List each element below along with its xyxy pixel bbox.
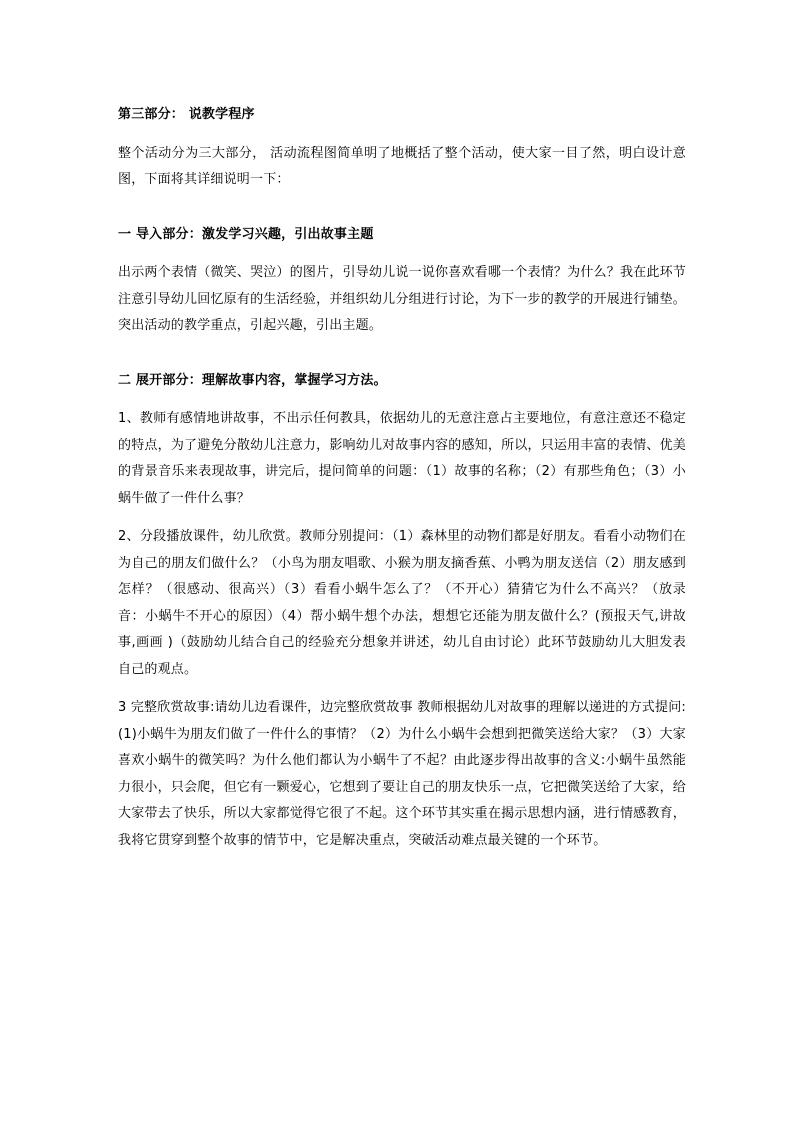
part1-heading: 一 导入部分：激发学习兴趣，引出故事主题 <box>118 226 374 242</box>
intro-paragraph: 整个活动分为三大部分， 活动流程图简单明了地概括了整个活动，使大家一目了然，明白设计意图，下面将其详细说明一下： <box>118 145 686 187</box>
part2-item2: 2、分段播放课件，幼儿欣赏。教师分别提问：（1）森林里的动物们都是好朋友。看看小动物们在为自己的朋友们做什么？（小鸟为朋友唱歌、小猴为朋友摘香蕉、小鸭为朋友送信（2）朋友感到怎样？（很感动、很高兴）（3）看看小蜗牛怎么了？（不开心）猜猜它为什么不高兴？（放录音：小蜗牛不开心的原因）（4）帮小蜗牛想个办法，想想它还能为朋友做什么？(预报天气,讲故事,画画 )（鼓励幼儿结合自己的经验充分想象并讲述，幼儿自由讨论）此环节鼓励幼儿大胆发表自己的观点。 <box>118 529 686 677</box>
spacer <box>118 683 686 695</box>
section-title: 第三部分： 说教学程序 <box>118 107 255 122</box>
part2-item1: 1、教师有感情地讲故事，不出示任何教具，依据幼儿的无意注意占主要地位，有意注意还不稳定的特点，为了避免分散幼儿注意力，影响幼儿对故事内容的感知，所以，只运用丰富的表情、优美的背景音乐来表现故事，讲完后，提问简单的问题：（1）故事的名称；（2）有那些角色；（3）小蜗牛做了一件什么事？ <box>118 411 686 506</box>
spacer <box>118 394 686 406</box>
spacer <box>118 129 686 141</box>
spacer <box>118 340 686 368</box>
part2-heading: 二 展开部分：理解故事内容，掌握学习方法。 <box>118 372 387 388</box>
document-body <box>118 102 686 854</box>
spacer <box>118 512 686 524</box>
spacer <box>118 194 686 222</box>
spacer <box>118 248 686 260</box>
part1-paragraph: 出示两个表情（微笑、哭泣）的图片，引导幼儿说一说你喜欢看哪一个表情？为什么？我在此环节注意引导幼儿回忆原有的生活经验，并组织幼儿分组进行讨论，为下一步的教学的开展进行铺垫。突出活动的教学重点，引起兴趣，引出主题。 <box>118 265 686 333</box>
part2-item3: 3 完整欣赏故事:请幼儿边看课件，边完整欣赏故事 教师根据幼儿对故事的理解以递进的方式提问:(1)小蜗牛为朋友们做了一件什么的事情？（2）为什么小蜗牛会想到把微笑送给大家？（3）大家喜欢小蜗牛的微笑吗？为什么他们都认为小蜗牛了不起？由此逐步得出故事的含义:小蜗牛虽然能力很小，只会爬，但它有一颗爱心，它想到了要让自己的朋友快乐一点，它把微笑送给了大家，给大家带去了快乐，所以大家都觉得它很了不起。这个环节其实重在揭示思想内涵，进行情感教育，我将它贯穿到整个故事的情节中，它是解决重点，突破活动难点最关键的一个环节。 <box>118 700 686 848</box>
